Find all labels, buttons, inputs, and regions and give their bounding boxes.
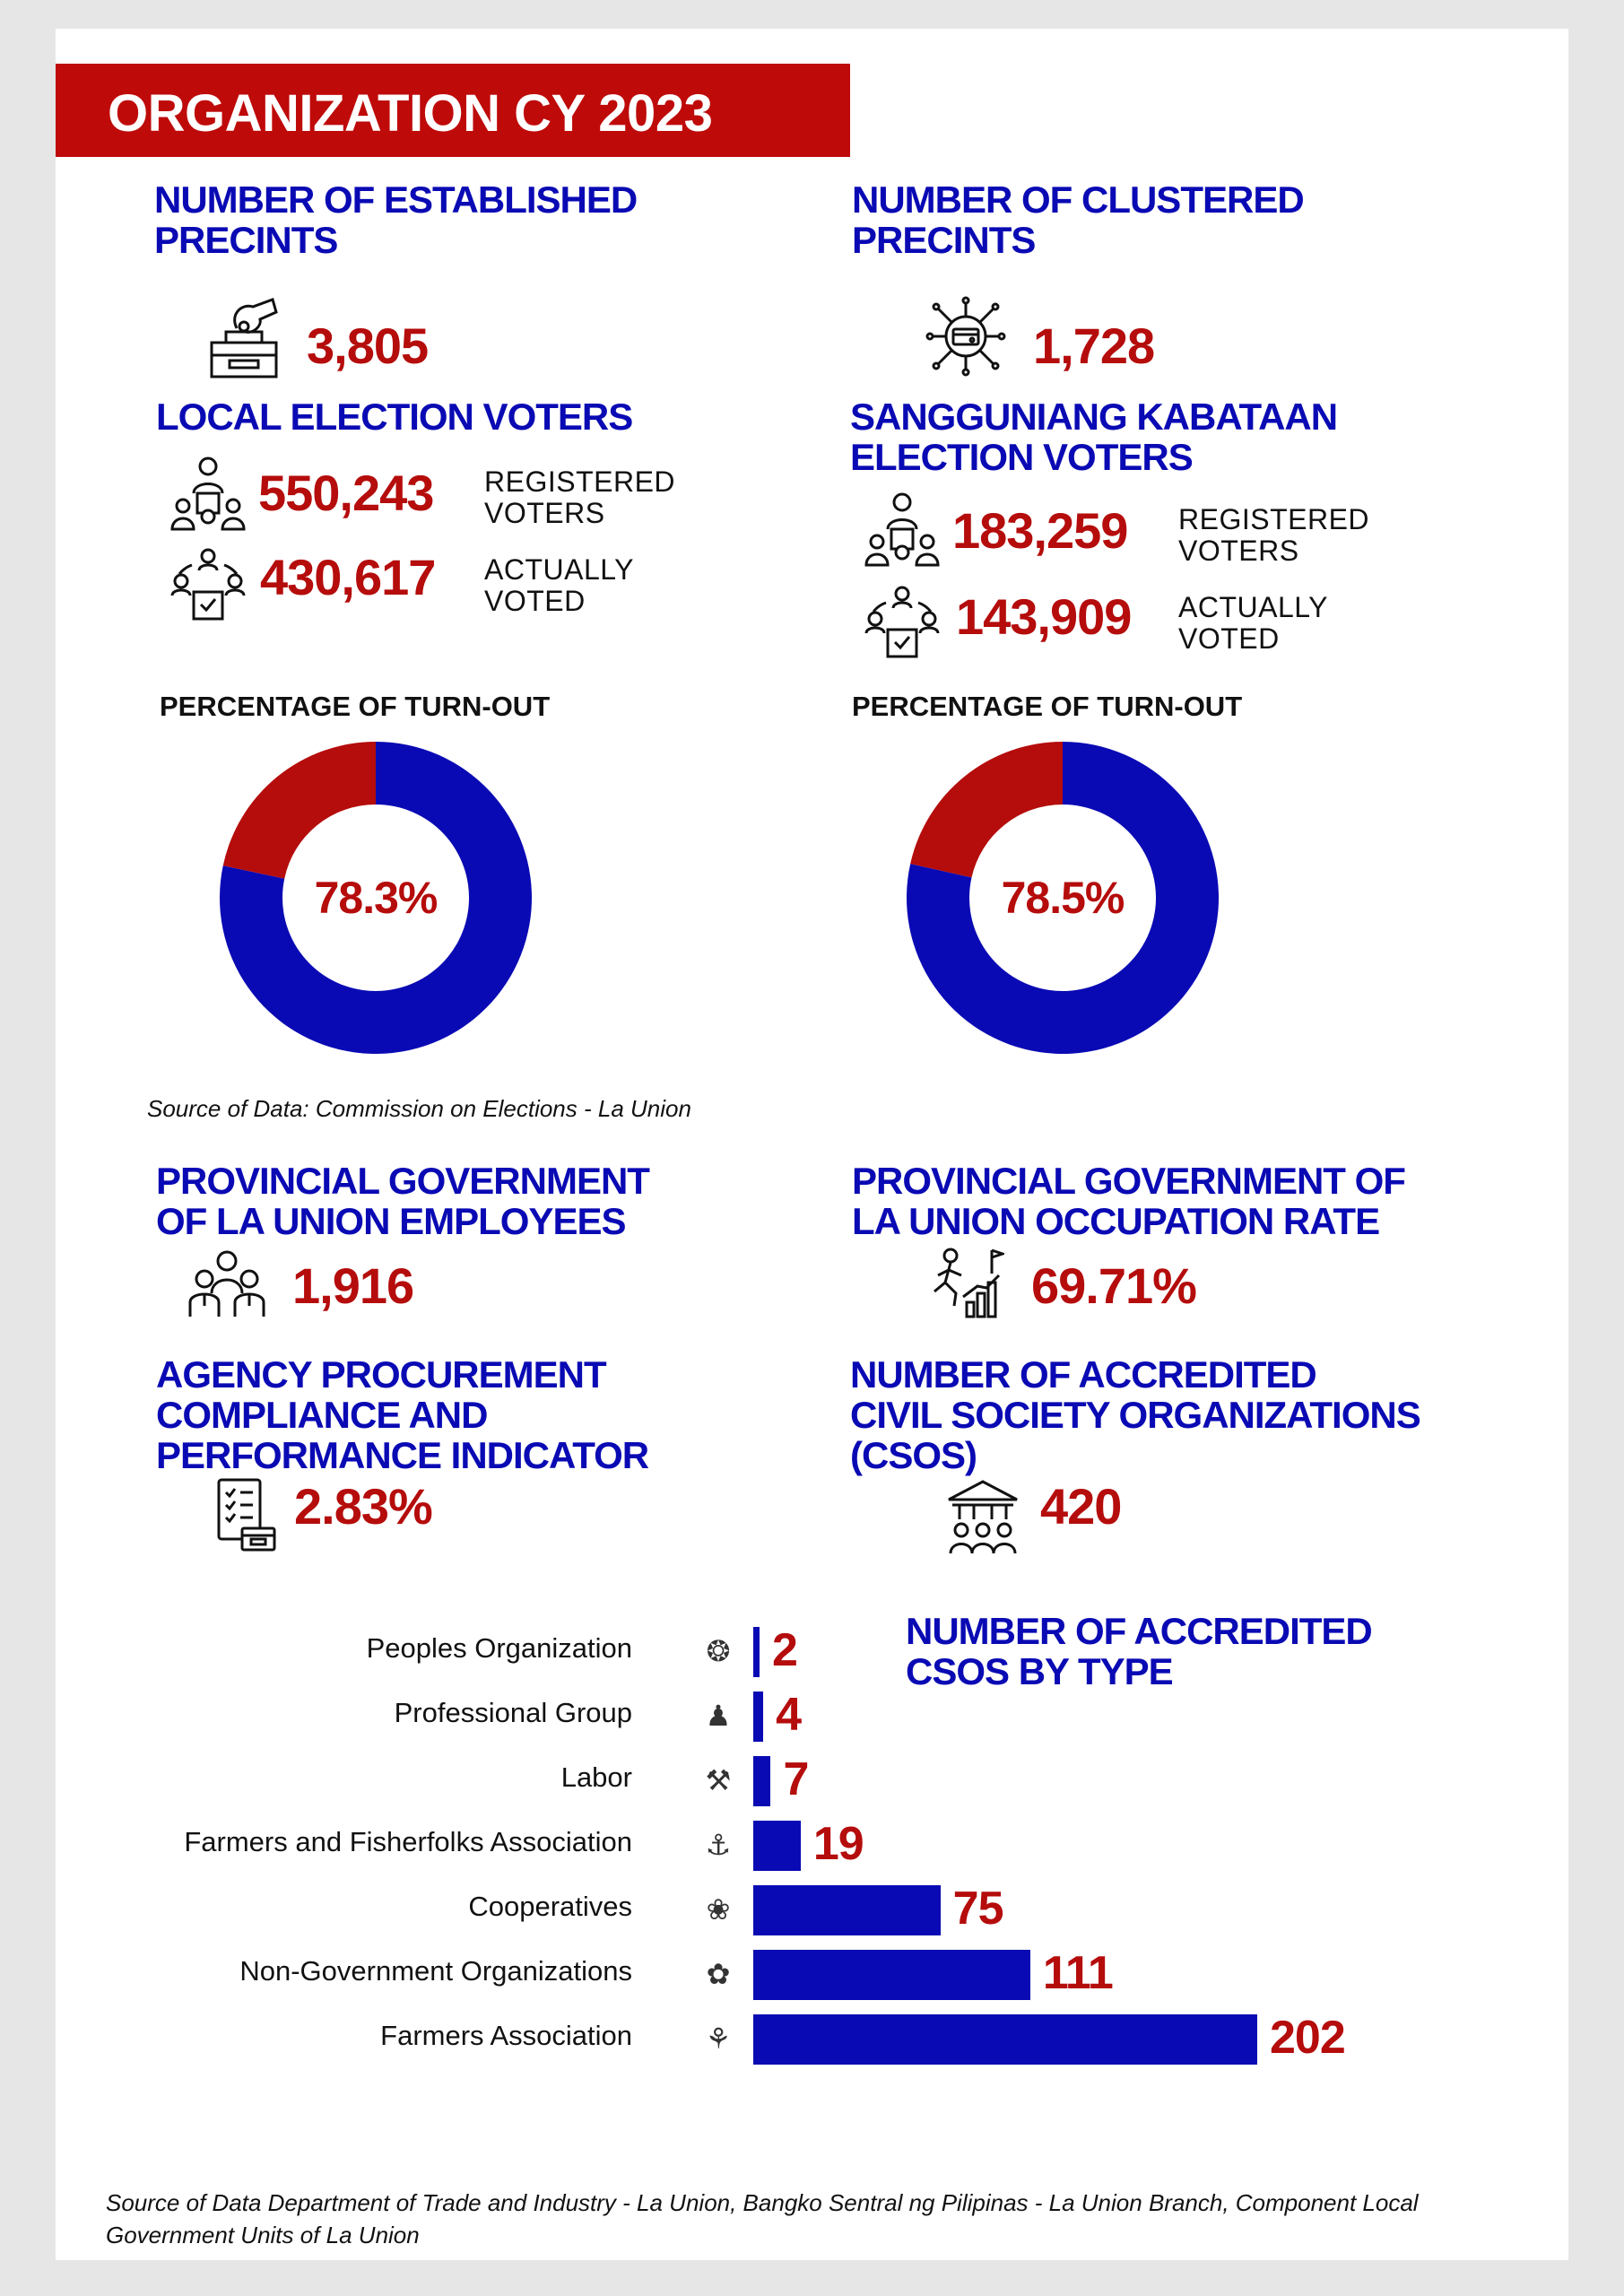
- sk-turnout-slice-1: [910, 742, 1063, 877]
- cso-bar: [753, 1627, 760, 1677]
- cso-category-label: Labor: [560, 1761, 632, 1793]
- sk-voters-heading: SANGGUNIANG KABATAAN ELECTION VOTERS: [850, 396, 1338, 478]
- cso-category-label: Cooperatives: [468, 1891, 632, 1922]
- fisherfolk-icon: ⚓: [705, 1828, 732, 1862]
- cso-building-people-icon: [943, 1478, 1022, 1555]
- election-source-note: Source of Data: Commission on Elections - La Union: [147, 1095, 691, 1122]
- network-card-icon: [925, 296, 1006, 377]
- cso-bar: [753, 2014, 1257, 2065]
- cso-bar: [753, 1692, 763, 1742]
- sk-registered-value: 183,259: [952, 502, 1128, 559]
- employees-value: 1,916: [292, 1257, 414, 1314]
- people-org-icon: ❂: [706, 1634, 731, 1668]
- occupation-heading: PROVINCIAL GOVERNMENT OF LA UNION OCCUPATION RATE: [852, 1160, 1405, 1242]
- csos-heading: NUMBER OF ACCREDITED CIVIL SOCIETY ORGANIZATIONS (CSOS): [850, 1353, 1420, 1476]
- local-turnout-heading: PERCENTAGE OF TURN-OUT: [160, 691, 551, 722]
- sk-voted-label: ACTUALLY VOTED: [1178, 591, 1329, 655]
- cso-bar-value: 202: [1270, 2012, 1345, 2064]
- procurement-heading: AGENCY PROCUREMENT COMPLIANCE AND PERFORMANCE INDICATOR: [156, 1353, 649, 1476]
- farmer-icon: ⚘: [705, 2022, 732, 2056]
- occupation-value: 69.71%: [1031, 1257, 1196, 1314]
- professional-icon: ♟: [705, 1699, 732, 1733]
- sk-registered-label: REGISTERED VOTERS: [1178, 503, 1370, 567]
- local-turnout-percent: 78.3%: [314, 873, 438, 923]
- cso-bar: [753, 1821, 801, 1871]
- footer-source-note: Source of Data Department of Trade and Industry - La Union, Bangko Sentral ng Pilipinas - La Union Branch, Component Local Government Units of La Union: [106, 2189, 1419, 2248]
- established-precincts-value: 3,805: [307, 317, 429, 374]
- local-voted-label: ACTUALLY VOTED: [484, 553, 635, 617]
- infographic-page: [56, 29, 1568, 2260]
- ngo-icon: ✿: [706, 1957, 731, 1991]
- cooperative-handshake-icon: ❀: [706, 1892, 731, 1926]
- cso-bar-value: 4: [776, 1689, 802, 1741]
- cso-category-label: Peoples Organization: [366, 1632, 632, 1664]
- sk-voters-ballot-icon: [864, 585, 940, 660]
- cso-bar-chart: [56, 29, 1568, 2260]
- cso-bar: [753, 1885, 941, 1935]
- page-title: ORGANIZATION CY 2023: [108, 84, 713, 143]
- local-registered-label: REGISTERED VOTERS: [484, 465, 676, 529]
- local-voted-value: 430,617: [260, 549, 436, 605]
- cso-chart-heading: NUMBER OF ACCREDITED CSOS BY TYPE: [906, 1610, 1372, 1692]
- employees-group-icon: [188, 1247, 265, 1318]
- cso-category-label: Professional Group: [394, 1697, 632, 1728]
- cso-bar-value: 75: [952, 1883, 1003, 1935]
- labor-worker-icon: ⚒: [705, 1763, 732, 1797]
- sk-turnout-percent: 78.5%: [1001, 873, 1125, 923]
- local-registered-value: 550,243: [258, 465, 434, 521]
- ballot-box-icon: [206, 296, 282, 380]
- procurement-value: 2.83%: [294, 1478, 432, 1535]
- cso-category-label: Farmers and Fisherfolks Association: [184, 1826, 632, 1857]
- sk-turnout-donut: [906, 741, 1220, 1055]
- cso-bar-value: 111: [1042, 1947, 1113, 1999]
- cso-category-label: Farmers Association: [380, 2020, 632, 2051]
- voters-ballot-icon: [170, 547, 246, 622]
- clustered-precincts-value: 1,728: [1033, 317, 1155, 374]
- cso-bar-value: 2: [772, 1624, 797, 1676]
- csos-value: 420: [1040, 1478, 1122, 1535]
- clustered-precincts-heading: NUMBER OF CLUSTERED PRECINTS: [852, 178, 1304, 261]
- cso-bar: [753, 1950, 1030, 2000]
- cso-bar-value: 19: [812, 1818, 864, 1870]
- title-banner: [56, 64, 850, 157]
- procurement-checklist-icon: [215, 1476, 278, 1552]
- cso-bar-value: 7: [783, 1753, 809, 1805]
- cso-category-label: Non-Government Organizations: [239, 1955, 632, 1987]
- sk-voters-assembly-icon: [864, 490, 940, 570]
- cso-bar: [753, 1756, 770, 1806]
- local-voters-heading: LOCAL ELECTION VOTERS: [156, 396, 633, 438]
- growth-runner-icon: [931, 1247, 1004, 1320]
- employees-heading: PROVINCIAL GOVERNMENT OF LA UNION EMPLOYEES: [156, 1160, 649, 1242]
- sk-turnout-heading: PERCENTAGE OF TURN-OUT: [852, 691, 1243, 722]
- local-turnout-donut: [219, 741, 533, 1055]
- voters-assembly-icon: [170, 454, 246, 535]
- established-precincts-heading: NUMBER OF ESTABLISHED PRECINTS: [154, 178, 638, 261]
- sk-voted-value: 143,909: [956, 588, 1132, 645]
- local-turnout-slice-1: [223, 742, 376, 879]
